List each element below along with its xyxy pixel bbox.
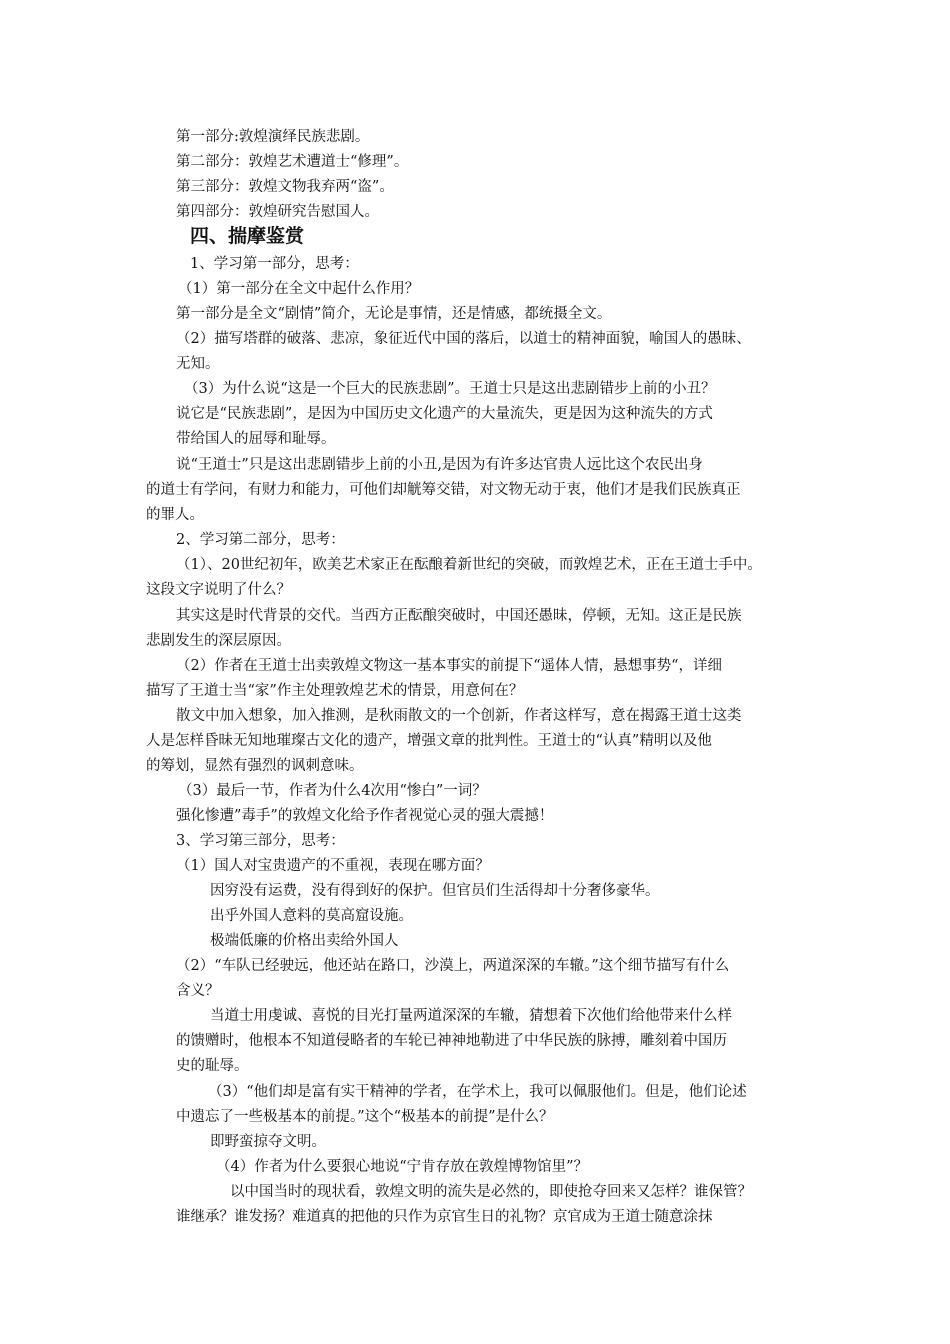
- text-line: 出乎外国人意料的莫高窟设施。: [210, 908, 413, 924]
- text-line: 1、学习第一部分，思考：: [190, 256, 359, 272]
- text-line: 散文中加入想象，加入推测，是秋雨散文的一个创新，作者这样写，意在揭露王道士这类: [176, 708, 742, 724]
- text-line: 即野蛮掠夺文明。: [210, 1134, 326, 1150]
- text-line: 无知。: [176, 356, 220, 372]
- text-line: 的道士有学问，有财力和能力，可他们却觥筹交错，对文物无动于衷，他们才是我们民族真正: [146, 482, 741, 498]
- text-line: 这段文字说明了什么？: [146, 582, 291, 598]
- text-line: 的馈赠时，他根本不知道侵略者的车轮已神神地勒进了中华民族的脉搏，雕刻着中国历: [176, 1033, 727, 1049]
- structure-part-3: 第三部分：敦煌文物我弃两“盗”。: [176, 179, 394, 195]
- text-line: 谁继承？谁发扬？难道真的把他的只作为京官生日的礼物？京官成为王道士随意涂抹: [176, 1209, 713, 1225]
- text-line: 其实这是时代背景的交代。当西方正酝酿突破时，中国还愚昧，停顿，无知。这正是民族: [176, 608, 742, 624]
- text-line: （1）国人对宝贵遗产的不重视，表现在哪方面？: [176, 858, 490, 874]
- text-line: （3）最后一节，作者为什么4次用“惨白”一词？: [178, 783, 487, 799]
- structure-part-2: 第二部分：敦煌艺术遭道士“修理”。: [176, 154, 409, 170]
- text-line: 含义？: [176, 983, 220, 999]
- text-line: 第一部分是全文“剧情”简介，无论是事情，还是情感，都统摄全文。: [176, 306, 612, 322]
- text-line: 极端低廉的价格出卖给外国人: [210, 933, 399, 949]
- text-line: （1）、20世纪初年，欧美艺术家正在酝酿着新世纪的突破，而敦煌艺术，正在王道士手中。: [176, 557, 762, 573]
- text-line: 中遗忘了一些极基本的前提。”这个“极基本的前提”是什么？: [176, 1109, 554, 1125]
- text-line: 说“王道士”只是这出悲剧错步上前的小丑,是因为有许多达官贵人远比这个农民出身: [176, 457, 703, 473]
- text-line: 以中国当时的现状看，敦煌文明的流失是必然的，即使抢夺回来又怎样？谁保管？: [230, 1184, 752, 1200]
- text-line: 因穷没有运费，没有得到好的保护。但官员们生活得却十分奢侈豪华。: [210, 883, 660, 899]
- text-line: 3、学习第三部分，思考：: [176, 833, 345, 849]
- text-line: 的筹划，显然有强烈的讽刺意味。: [146, 758, 364, 774]
- text-line: 的罪人。: [146, 507, 204, 523]
- structure-part-4: 第四部分：敦煌研究告慰国人。: [176, 204, 379, 220]
- text-line: 人是怎样昏昧无知地璀璨古文化的遗产，增强文章的批判性。王道士的“认真”精明以及他: [146, 733, 712, 749]
- text-line: 史的耻辱。: [176, 1058, 249, 1074]
- text-line: （4）作者为什么要狠心地说“宁肯存放在敦煌博物馆里”？: [216, 1159, 589, 1175]
- text-line: 说它是“民族悲剧”，是因为中国历史文化遗产的大量流失，更是因为这种流失的方式: [176, 406, 713, 422]
- text-line: （2）“车队已经驶远，他还站在路口，沙漠上，两道深深的车辙。”这个细节描写有什么: [176, 958, 730, 974]
- text-line: 带给国人的屈辱和耻辱。: [176, 431, 336, 447]
- section-heading: 四、揣摩鉴赏: [190, 225, 305, 247]
- structure-part-1: 第一部分:敦煌演绎民族悲剧。: [176, 129, 370, 145]
- text-line: （3）“他们却是富有实干精神的学者，在学术上，我可以佩服他们。但是，他们论述: [208, 1084, 747, 1100]
- text-line: （2）描写塔群的破落、悲凉，象征近代中国的落后，以道士的精神面貌，喻国人的愚昧、: [176, 331, 751, 347]
- text-line: （1）第一部分在全文中起什么作用？: [178, 281, 420, 297]
- text-line: 强化惨遭”毒手”的敦煌文化给予作者视觉心灵的强大震撼！: [176, 808, 554, 824]
- text-line: 当道士用虔诚、喜悦的目光打量两道深深的车辙，猜想着下次他们给他带来什么样: [210, 1008, 732, 1024]
- text-line: （3）为什么说“这是一个巨大的民族悲剧”。王道士只是这出悲剧错步上前的小丑？: [184, 381, 716, 397]
- text-line: 2、学习第二部分，思考：: [176, 532, 345, 548]
- text-line: 悲剧发生的深层原因。: [146, 633, 291, 649]
- text-line: （2）作者在王道士出卖敦煌文物这一基本事实的前提下“遥体人情，悬想事势“，详细: [176, 658, 723, 674]
- text-line: 描写了王道士当“家”作主处理敦煌艺术的情景，用意何在？: [146, 683, 524, 699]
